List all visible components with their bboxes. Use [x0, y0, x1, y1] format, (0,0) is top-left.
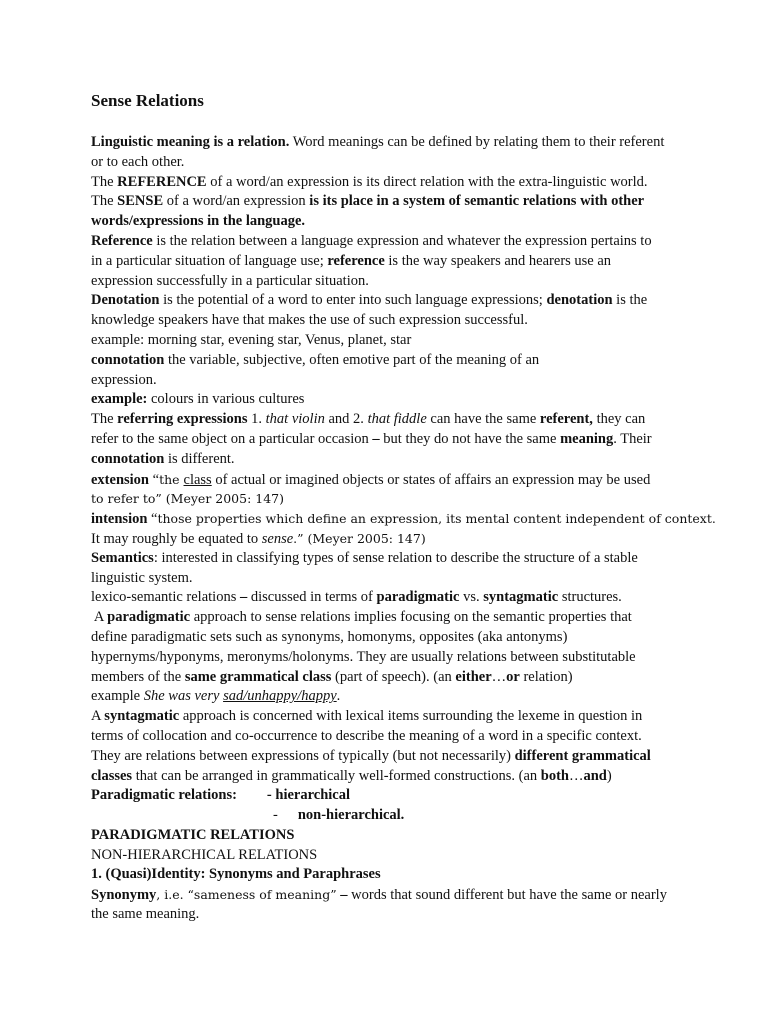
text-run: lexico-semantic relations: [91, 589, 240, 606]
heading-non-hierarchical-relations: NON-HIERARCHICAL RELATIONS: [91, 846, 318, 863]
text-run: vs.: [459, 589, 484, 606]
text-run: The: [91, 193, 118, 210]
quote-text: .” (Meyer 2005: 147): [293, 530, 426, 546]
dash: –: [239, 589, 248, 606]
text-run: .: [336, 688, 341, 705]
term-sense: SENSE: [117, 193, 164, 210]
text-run: example: [91, 688, 144, 705]
paragraph-line: [91, 351, 691, 371]
text-run: . Their: [613, 430, 652, 447]
term-referent: referent,: [539, 411, 593, 428]
text-run: in a particular situation of language use;: [91, 252, 328, 269]
bold-text: or: [506, 668, 520, 685]
text-run: expression.: [91, 371, 157, 388]
dash: –: [372, 430, 380, 447]
text-run: colours in various cultures: [147, 391, 305, 408]
bold-text: both: [540, 767, 569, 784]
text-run: is the: [612, 292, 648, 309]
paragraph-line: [91, 272, 691, 292]
text-run: is the potential of a word to enter into such language expressions;: [159, 292, 547, 309]
paragraph-line: [91, 905, 691, 925]
text-run: words that sound different but have the same or nearly: [347, 887, 667, 904]
text-run: They are relations between expressions of typically (but not necessarily): [91, 747, 515, 764]
bold-text: Paradigmatic relations:: [91, 787, 237, 804]
paragraph-line: [91, 668, 691, 688]
text-run: members of the: [91, 668, 185, 685]
quote-text: the: [159, 471, 184, 487]
paragraph-line: [91, 727, 691, 747]
text-run: ): [606, 767, 612, 784]
term-reference: reference: [327, 252, 385, 269]
paragraph-line: [91, 707, 691, 727]
text-run: : interested in classifying types of sense relation to describe the structure of a stable: [153, 549, 638, 566]
text-run: is the relation between a language expression and whatever the expression pertains to: [152, 232, 652, 249]
paragraph-line: [91, 390, 691, 410]
paragraph-line: [91, 786, 691, 806]
text-run: the variable, subjective, often emotive part of the meaning of an: [164, 351, 540, 368]
text-run: The: [91, 173, 118, 190]
text-run: that can be arranged in grammatically well-formed constructions. (an: [132, 767, 541, 784]
bold-text: is its place in a system of semantic relations with other: [309, 193, 645, 210]
paragraph-line: [91, 489, 691, 509]
text-run: linguistic system.: [91, 569, 193, 586]
text-run: (part of speech). (an: [331, 668, 456, 685]
text-run: approach to sense relations implies focusing on the semantic properties that: [190, 609, 632, 626]
term-connotation: connotation: [91, 351, 165, 368]
text-run: knowledge speakers have that makes the use of such expression successful.: [91, 312, 528, 329]
text-run: of a word/an expression: [163, 193, 310, 210]
text-run: or to each other.: [91, 153, 185, 170]
paragraph-line: [91, 529, 691, 549]
paragraph-line: [91, 371, 691, 391]
term-reference: Reference: [91, 232, 153, 249]
paragraph-line: [91, 687, 691, 707]
term-extension: extension: [91, 471, 149, 488]
text-run: is different.: [164, 450, 235, 467]
term-paradigmatic: paradigmatic: [376, 589, 460, 606]
paragraph-line: [91, 133, 691, 153]
paragraph-line: [91, 212, 691, 232]
bold-text: different grammatical: [514, 747, 651, 764]
text-run: terms of collocation and co-occurrence to describe the meaning of a word in a specific context.: [91, 727, 642, 744]
paragraph-line: [91, 569, 691, 589]
paragraph-line: [91, 608, 691, 628]
term-synonymy: Synonymy: [91, 887, 157, 904]
bold-text: same grammatical class: [184, 668, 332, 685]
text-run: “: [149, 471, 160, 488]
text-run: A: [91, 609, 108, 626]
paragraph-line: [91, 331, 691, 351]
paragraph-line: [91, 648, 691, 668]
term-connotation: connotation: [91, 450, 165, 467]
text-run: can have the same: [426, 411, 540, 428]
bold-text: classes: [91, 767, 133, 784]
bold-text: example:: [91, 391, 148, 408]
page-title: Sense Relations: [91, 91, 204, 110]
text-run: of actual or imagined objects or states of affairs an expression may be used: [211, 471, 651, 488]
term-syntagmatic: syntagmatic: [483, 589, 559, 606]
text-run: structures.: [558, 589, 622, 606]
text-run: Word meanings can be defined by relating them to their referent: [289, 134, 665, 150]
text-run: and 2.: [324, 411, 368, 428]
paragraph-line: [91, 509, 716, 529]
underlined-text: class: [183, 471, 212, 488]
italic-text: sense: [261, 530, 294, 547]
term-paradigmatic: paradigmatic: [107, 609, 191, 626]
text-run: It may roughly be equated to: [91, 530, 262, 547]
heading-paradigmatic-relations: PARADIGMATIC RELATIONS: [91, 826, 295, 843]
text-run: A: [91, 708, 105, 725]
paragraph-line: [91, 628, 691, 648]
term-reference: REFERENCE: [117, 173, 207, 190]
quote-text: to refer to” (Meyer 2005: 147): [91, 491, 284, 507]
text-run: “: [147, 511, 158, 528]
bold-text: either: [455, 668, 492, 685]
italic-text: She was very: [143, 688, 224, 705]
document-body: [91, 133, 716, 925]
text-run: discussed in terms of: [247, 589, 377, 606]
paragraph-line: [91, 192, 691, 212]
text-run: but they do not have the same: [379, 430, 561, 447]
subsection-heading: [91, 865, 691, 885]
paragraph-line: [91, 450, 691, 470]
example-text: example: morning star, evening star, Venus, planet, star: [91, 331, 412, 348]
italic-text: that fiddle: [367, 411, 427, 428]
paragraph-line: [91, 252, 691, 272]
text-run: they can: [592, 411, 646, 428]
term-semantics: Semantics: [91, 549, 154, 566]
paragraph-line: [91, 767, 691, 787]
bold-text: words/expressions in the language.: [91, 213, 306, 230]
term-denotation: Denotation: [91, 292, 160, 309]
paragraph-line: [91, 232, 691, 252]
quote-text: “sameness of meaning”: [187, 887, 337, 903]
paragraph-line: [91, 173, 691, 193]
list-item-non-hierarchical: non-hierarchical.: [297, 807, 405, 824]
term-meaning: meaning: [560, 430, 614, 447]
text-run: define paradigmatic sets such as synonyms, homonyms, opposites (aka antonyms): [91, 628, 568, 645]
paragraph-line: [91, 430, 691, 450]
bold-text: and: [583, 767, 607, 784]
paragraph-line: [91, 588, 691, 608]
text-run: the same meaning.: [91, 906, 200, 923]
text-run: expression successfully in a particular situation.: [91, 272, 369, 289]
subsection-heading: [91, 846, 691, 866]
paragraph-line: [91, 747, 691, 767]
ellipsis: …: [491, 668, 507, 685]
text-run: approach is concerned with lexical items surrounding the lexeme in question in: [179, 708, 643, 725]
paragraph-line: [91, 311, 691, 331]
paragraph-line: [91, 470, 691, 490]
list-dash: -: [273, 807, 278, 824]
text-run: The: [91, 411, 118, 428]
text-run: 1.: [247, 411, 266, 428]
heading-synonyms-paraphrases: 1. (Quasi)Identity: Synonyms and Paraphrases: [91, 866, 381, 883]
term-denotation: denotation: [546, 292, 613, 309]
text-run: of a word/an expression is its direct relation with the extra-linguistic world.: [206, 173, 648, 190]
text-run: refer to the same object on a particular occasion: [91, 430, 373, 447]
underlined-italic-text: sad/unhappy/happy: [223, 688, 337, 705]
paragraph-line: [91, 885, 691, 905]
ellipsis: …: [568, 767, 584, 784]
text-run: relation): [519, 668, 573, 685]
quote-text: those properties which define an expression, its mental content independent of context.: [157, 511, 716, 527]
paragraph-line: [91, 549, 691, 569]
section-heading: [91, 826, 691, 846]
term-intension: intension: [91, 511, 148, 528]
term-syntagmatic: syntagmatic: [104, 708, 180, 725]
text-run: hypernyms/hyponyms, meronyms/holonyms. They are usually relations between substitutable: [91, 648, 636, 665]
text-run: , i.e.: [156, 887, 188, 903]
paragraph-line: [91, 153, 691, 173]
term-referring-expressions: referring expressions: [117, 411, 248, 428]
bold-text: Linguistic meaning is a relation.: [91, 134, 290, 150]
dash: –: [340, 887, 348, 904]
text-run: is the way speakers and hearers use an: [384, 252, 612, 269]
paragraph-line: [91, 410, 691, 430]
list-item-hierarchical: - hierarchical: [266, 787, 351, 804]
paragraph-line: [91, 806, 691, 826]
paragraph-line: [91, 291, 691, 311]
italic-text: that violin: [265, 411, 325, 428]
